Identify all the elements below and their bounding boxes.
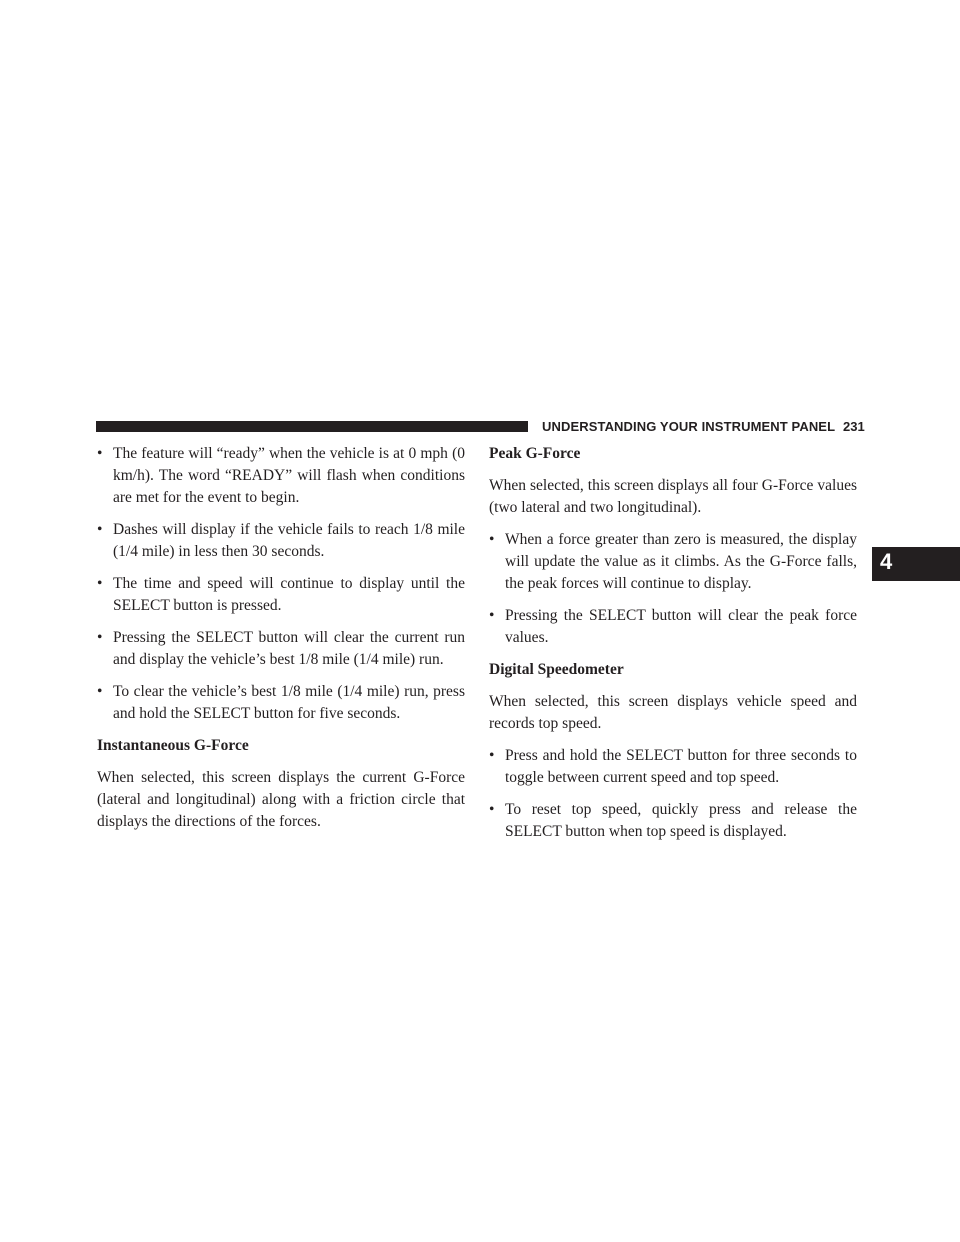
bullet-icon: •: [489, 747, 495, 764]
bullet-icon: •: [97, 521, 103, 538]
list-item: [489, 745, 857, 789]
list-item: [97, 681, 465, 725]
list-item: [489, 605, 857, 649]
list-item: [97, 443, 465, 509]
list-item: [489, 529, 857, 595]
list-item-text: The feature will “ready” when the vehicle is at 0 mph (0 km/h). The word “READY” will flash when conditions are met for the event to begin.: [113, 445, 465, 506]
right-column: [489, 443, 857, 853]
list-item-text: To reset top speed, quickly press and release the SELECT button when top speed is displayed.: [505, 801, 857, 840]
section-paragraph: When selected, this screen displays the current G-Force (lateral and longitudinal) along with a friction circle that displays the directions of the forces.: [97, 769, 465, 830]
list-item-text: The time and speed will continue to display until the SELECT button is pressed.: [113, 575, 465, 614]
bullet-icon: •: [489, 801, 495, 818]
list-item: [489, 799, 857, 843]
list-item-text: Pressing the SELECT button will clear the peak force values.: [505, 607, 857, 646]
list-item-text: Pressing the SELECT button will clear the current run and display the vehicle’s best 1/8 mile (1/4 mile) run.: [113, 629, 465, 668]
page-number: 231: [843, 419, 865, 434]
bullet-icon: •: [489, 531, 495, 548]
header-rule: [96, 421, 528, 432]
section-heading-peak-gforce: Peak G-Force: [489, 445, 581, 462]
list-item-text: Press and hold the SELECT button for three seconds to toggle between current speed and top speed.: [505, 747, 857, 786]
list-item: [97, 573, 465, 617]
list-item: [97, 519, 465, 563]
section-heading-instantaneous-gforce: Instantaneous G-Force: [97, 737, 249, 754]
list-item-text: To clear the vehicle’s best 1/8 mile (1/4 mile) run, press and hold the SELECT button for five seconds.: [113, 683, 465, 722]
section-heading-digital-speedometer: Digital Speedometer: [489, 661, 624, 678]
bullet-icon: •: [97, 575, 103, 592]
list-item-text: When a force greater than zero is measured, the display will update the value as it climbs. As the G-Force falls, the peak forces will continue to display.: [505, 531, 857, 592]
list-item: [97, 627, 465, 671]
section-paragraph: When selected, this screen displays all four G-Force values (two lateral and two longitudinal).: [489, 477, 857, 516]
section-paragraph: When selected, this screen displays vehicle speed and records top speed.: [489, 693, 857, 732]
chapter-number: 4: [880, 549, 893, 574]
chapter-tab: [872, 547, 960, 581]
bullet-icon: •: [489, 607, 495, 624]
bullet-icon: •: [97, 445, 103, 462]
running-header-title: UNDERSTANDING YOUR INSTRUMENT PANEL: [542, 419, 836, 434]
bullet-icon: •: [97, 683, 103, 700]
bullet-icon: •: [97, 629, 103, 646]
left-column: [97, 443, 465, 843]
list-item-text: Dashes will display if the vehicle fails to reach 1/8 mile (1/4 mile) in less then 30 seconds.: [113, 521, 465, 560]
